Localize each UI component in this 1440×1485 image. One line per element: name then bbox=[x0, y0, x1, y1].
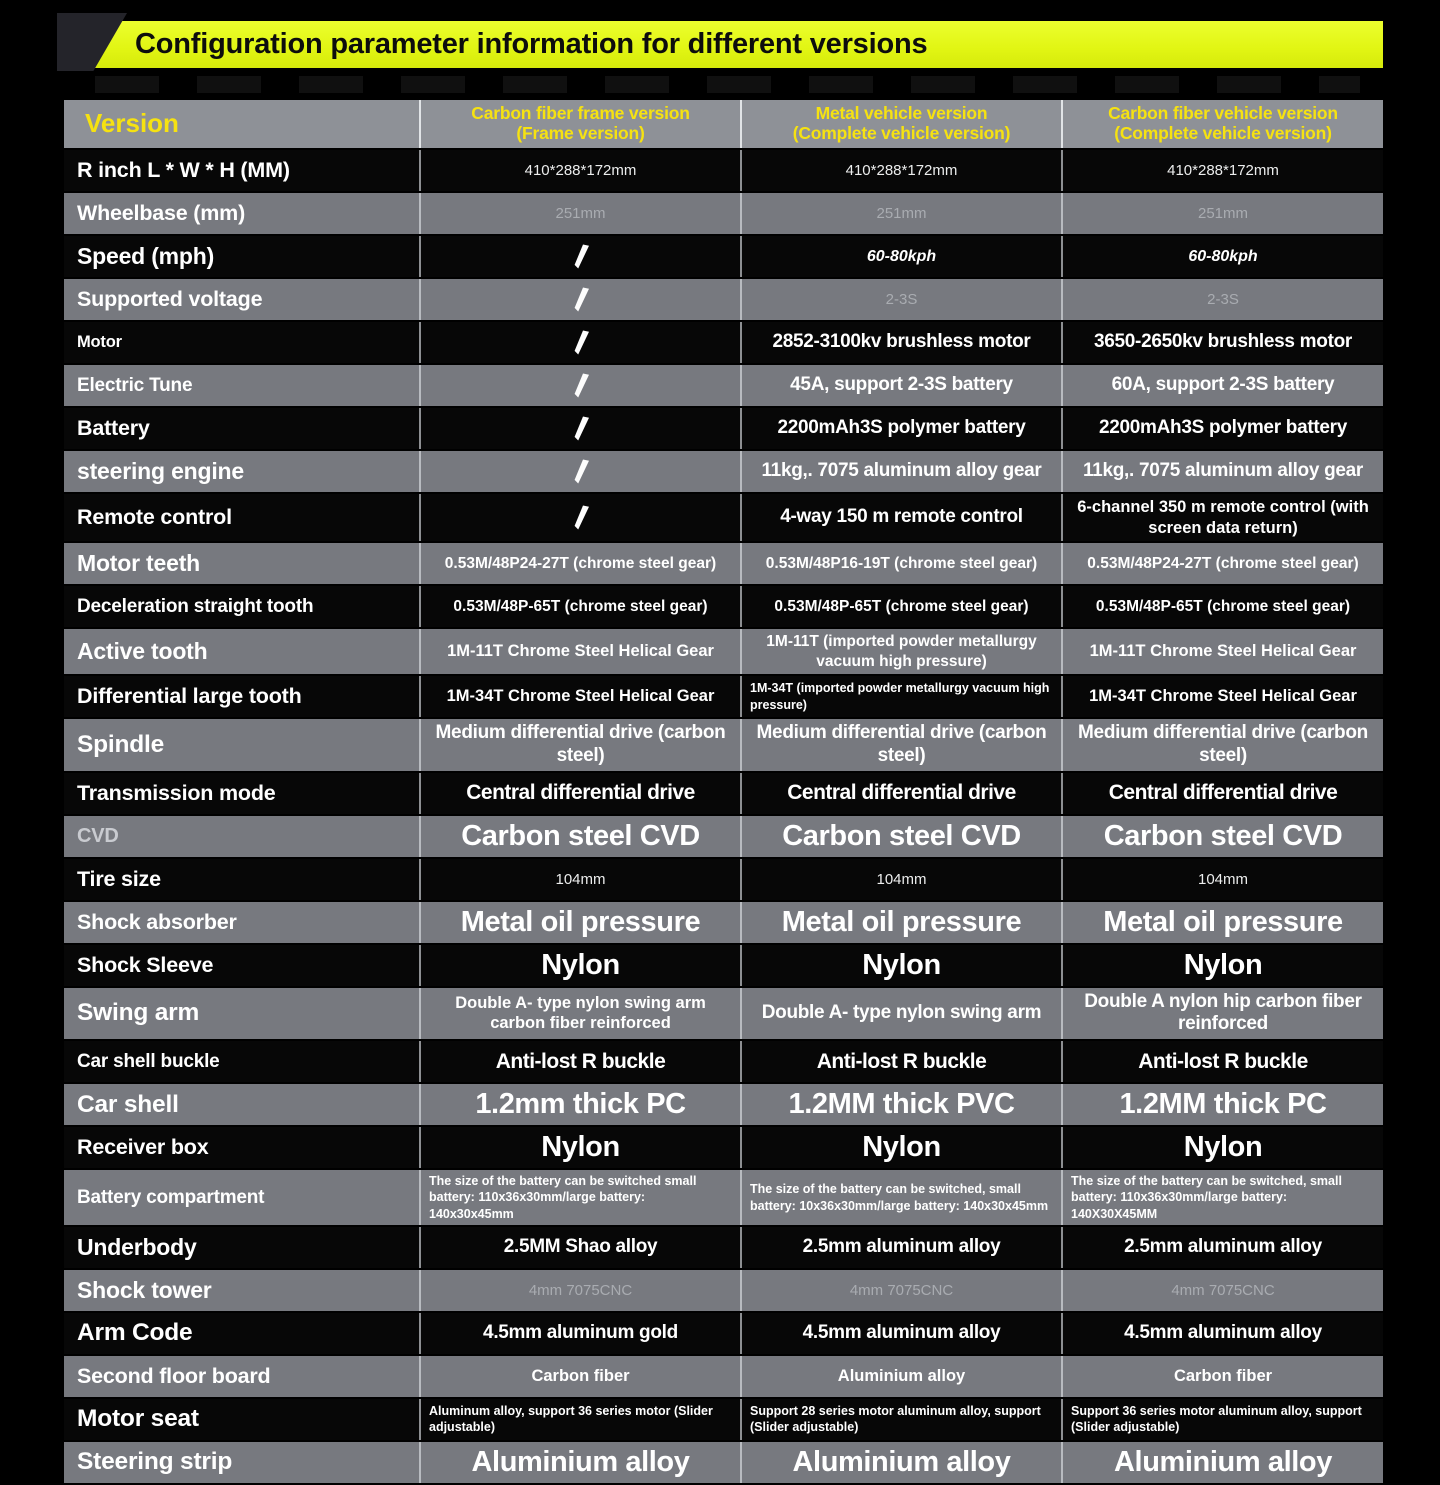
row-label: Spindle bbox=[64, 719, 421, 771]
table-row bbox=[64, 492, 1383, 541]
table-row bbox=[64, 277, 1383, 320]
cell-value: 251mm bbox=[742, 193, 1063, 234]
cell-value: Aluminum alloy, support 36 series motor (Slider adjustable) bbox=[421, 1399, 742, 1440]
cell-value: Anti-lost R buckle bbox=[421, 1041, 742, 1082]
cell-value: Metal oil pressure bbox=[421, 902, 742, 943]
row-label: Battery compartment bbox=[64, 1170, 421, 1225]
cell-value: 60-80kph bbox=[742, 236, 1063, 277]
row-label: Speed (mph) bbox=[64, 236, 421, 277]
cell-value: 2.5mm aluminum alloy bbox=[1124, 1236, 1322, 1258]
table-row bbox=[64, 584, 1383, 627]
cell-value: 2-3S bbox=[1207, 291, 1239, 308]
cell-value: Nylon bbox=[421, 1127, 742, 1168]
cell-value: Nylon bbox=[742, 1127, 1063, 1168]
cell-value: 1.2MM thick PVC bbox=[742, 1084, 1063, 1125]
column-subtitle: (Complete vehicle version) bbox=[792, 123, 1011, 143]
cell-value: Support 28 series motor aluminum alloy, support (Slider adjustable) bbox=[742, 1399, 1063, 1440]
cell-value: Central differential drive bbox=[742, 773, 1063, 814]
cell-value: 4.5mm aluminum gold bbox=[421, 1313, 742, 1354]
row-label: Remote control bbox=[64, 494, 421, 541]
cell-value: 0.53M/48P-65T (chrome steel gear) bbox=[742, 586, 1063, 627]
cell-value: Aluminium alloy bbox=[421, 1442, 742, 1483]
table-row bbox=[64, 814, 1383, 857]
cell-value: 410*288*172mm bbox=[742, 150, 1063, 191]
table-row bbox=[64, 1168, 1383, 1225]
row-label: steering engine bbox=[64, 451, 421, 492]
cell-value: 60A, support 2-3S battery bbox=[1111, 374, 1335, 396]
table-row bbox=[64, 857, 1383, 900]
cell-value: 2852-3100kv brushless motor bbox=[742, 322, 1063, 363]
cell-value: 410*288*172mm bbox=[421, 150, 742, 191]
row-label: Motor bbox=[64, 322, 421, 363]
cell-value: 0.53M/48P16-19T (chrome steel gear) bbox=[742, 543, 1063, 584]
slash-icon-cell bbox=[421, 322, 742, 363]
cell-value: Central differential drive bbox=[421, 773, 742, 814]
row-label: Motor teeth bbox=[64, 543, 421, 584]
row-label: Swing arm bbox=[64, 988, 421, 1040]
slash-icon-cell bbox=[421, 279, 742, 320]
column-header-carbon-fiber-frame-version bbox=[421, 100, 742, 148]
cell-value: 1M-11T Chrome Steel Helical Gear bbox=[1089, 642, 1357, 661]
banner-slash-decoration bbox=[57, 13, 127, 71]
cell-value: Aluminium alloy bbox=[742, 1356, 1063, 1397]
cell-value: Support 36 series motor aluminum alloy, support (Slider adjustable) bbox=[1071, 1404, 1362, 1435]
cell-value: 4.5mm aluminum alloy bbox=[742, 1313, 1063, 1354]
cell-value: 6-channel 350 m remote control (with screen data return) bbox=[1077, 498, 1369, 537]
spec-table bbox=[64, 100, 1383, 1483]
page-title: Configuration parameter information for different versions bbox=[135, 28, 928, 60]
cell-value: Medium differential drive (carbon steel) bbox=[742, 719, 1063, 771]
slash-icon-cell bbox=[421, 236, 742, 277]
column-subtitle: (Complete vehicle version) bbox=[1114, 123, 1332, 143]
cell-value: 2200mAh3S polymer battery bbox=[1098, 417, 1348, 439]
cell-value: 1M-11T Chrome Steel Helical Gear bbox=[421, 629, 742, 674]
cell-value: Aluminium alloy bbox=[742, 1442, 1063, 1483]
row-label: Motor seat bbox=[64, 1399, 421, 1440]
cell-value: Nylon bbox=[742, 945, 1063, 986]
cell-value: Double A nylon hip carbon fiber reinforced bbox=[1084, 990, 1362, 1035]
table-row bbox=[64, 406, 1383, 449]
cell-value: Metal oil pressure bbox=[742, 902, 1063, 943]
slash-icon-cell bbox=[421, 451, 742, 492]
cell-value: Aluminium alloy bbox=[1114, 1445, 1332, 1478]
page-title-banner bbox=[63, 21, 1383, 68]
cell-value: Carbon fiber bbox=[421, 1356, 742, 1397]
table-row bbox=[64, 1268, 1383, 1311]
slash-icon-cell bbox=[421, 494, 742, 541]
cell-value: 1M-34T Chrome Steel Helical Gear bbox=[421, 676, 742, 717]
column-header-metal-vehicle-version bbox=[742, 100, 1063, 148]
cell-value: 0.53M/48P24-27T (chrome steel gear) bbox=[421, 543, 742, 584]
cell-value: 11kg,. 7075 aluminum alloy gear bbox=[742, 451, 1063, 492]
table-row bbox=[64, 1354, 1383, 1397]
cell-value: 2.5mm aluminum alloy bbox=[742, 1227, 1063, 1268]
cell-value: Nylon bbox=[1183, 1131, 1263, 1164]
cell-value: Nylon bbox=[421, 945, 742, 986]
table-row bbox=[64, 1440, 1383, 1483]
cell-value: 251mm bbox=[421, 193, 742, 234]
column-header-carbon-fiber-vehicle-version bbox=[1063, 100, 1383, 148]
cell-value: The size of the battery can be switched, small battery: 10x36x30mm/large battery: 140x30x45mm bbox=[742, 1170, 1063, 1225]
cell-value: Central differential drive bbox=[1108, 781, 1338, 805]
table-row bbox=[64, 320, 1383, 363]
row-label: Tire size bbox=[64, 859, 421, 900]
row-label: CVD bbox=[64, 816, 421, 857]
cell-value: 4-way 150 m remote control bbox=[742, 494, 1063, 541]
table-row bbox=[64, 717, 1383, 771]
cell-value: Metal oil pressure bbox=[1103, 905, 1343, 938]
cell-value: 3650-2650kv brushless motor bbox=[1093, 331, 1353, 353]
table-row bbox=[64, 1311, 1383, 1354]
cell-value: 1M-34T (imported powder metallurgy vacuum high pressure) bbox=[742, 676, 1063, 717]
row-label: Supported voltage bbox=[64, 279, 421, 320]
row-label: Car shell buckle bbox=[64, 1041, 421, 1082]
slash-icon-cell bbox=[421, 408, 742, 449]
cell-value: 4mm 7075CNC bbox=[421, 1270, 742, 1311]
table-row bbox=[64, 771, 1383, 814]
row-label: Differential large tooth bbox=[64, 676, 421, 717]
row-label: Transmission mode bbox=[64, 773, 421, 814]
table-row bbox=[64, 1125, 1383, 1168]
table-row bbox=[64, 674, 1383, 717]
slash-icon bbox=[573, 415, 589, 442]
cell-value: 60-80kph bbox=[1188, 247, 1258, 265]
table-row bbox=[64, 449, 1383, 492]
cell-value: The size of the battery can be switched small battery: 110x36x30mm/large battery: 140x30x45mm bbox=[421, 1170, 742, 1225]
row-label: Receiver box bbox=[64, 1127, 421, 1168]
cell-value: 104mm bbox=[421, 859, 742, 900]
cell-value: 251mm bbox=[1197, 205, 1249, 222]
row-label: Steering strip bbox=[64, 1442, 421, 1483]
row-label: R inch L * W * H (MM) bbox=[64, 150, 421, 191]
cell-value: 0.53M/48P-65T (chrome steel gear) bbox=[1095, 598, 1351, 616]
cell-value: Double A- type nylon swing arm carbon fiber reinforced bbox=[421, 988, 742, 1040]
cell-value: 0.53M/48P-65T (chrome steel gear) bbox=[421, 586, 742, 627]
cell-value: Medium differential drive (carbon steel) bbox=[1078, 722, 1368, 766]
table-body bbox=[64, 148, 1383, 1483]
row-label: Wheelbase (mm) bbox=[64, 193, 421, 234]
table-row bbox=[64, 234, 1383, 277]
cell-value: 2200mAh3S polymer battery bbox=[742, 408, 1063, 449]
cell-value: 1M-34T Chrome Steel Helical Gear bbox=[1089, 687, 1357, 706]
table-row bbox=[64, 1225, 1383, 1268]
cell-value: The size of the battery can be switched, small battery: 110x36x30mm/large battery: 140X30X45MM bbox=[1071, 1174, 1342, 1221]
cell-value: 0.53M/48P24-27T (chrome steel gear) bbox=[1087, 555, 1359, 573]
table-row bbox=[64, 900, 1383, 943]
column-title: Metal vehicle version bbox=[815, 103, 988, 124]
slash-icon bbox=[573, 372, 589, 399]
cell-value: Medium differential drive (carbon steel) bbox=[421, 719, 742, 771]
column-subtitle: (Frame version) bbox=[516, 123, 645, 143]
cell-value: Carbon steel CVD bbox=[742, 816, 1063, 857]
row-label: Deceleration straight tooth bbox=[64, 586, 421, 627]
redacted-text-smudge bbox=[95, 76, 1360, 93]
cell-value: Carbon steel CVD bbox=[1103, 819, 1343, 852]
cell-value: Double A- type nylon swing arm bbox=[742, 988, 1063, 1040]
row-label: Arm Code bbox=[64, 1313, 421, 1354]
row-label: Shock Sleeve bbox=[64, 945, 421, 986]
cell-value: 104mm bbox=[1197, 870, 1249, 888]
slash-icon bbox=[573, 286, 589, 313]
slash-icon bbox=[573, 329, 589, 356]
row-label: Car shell bbox=[64, 1084, 421, 1125]
cell-value: 1.2MM thick PC bbox=[1119, 1088, 1327, 1121]
table-row bbox=[64, 627, 1383, 674]
row-label: Active tooth bbox=[64, 629, 421, 674]
slash-icon bbox=[573, 243, 589, 270]
slash-icon bbox=[573, 458, 589, 485]
cell-value: 11kg,. 7075 aluminum alloy gear bbox=[1082, 460, 1364, 482]
table-row bbox=[64, 1082, 1383, 1125]
cell-value: 4.5mm aluminum alloy bbox=[1124, 1322, 1322, 1344]
version-header-label: Version bbox=[85, 108, 179, 139]
row-label: Second floor board bbox=[64, 1356, 421, 1397]
cell-value: Nylon bbox=[1183, 948, 1263, 981]
cell-value: Anti-lost R buckle bbox=[1138, 1049, 1308, 1073]
cell-value: 1M-11T (imported powder metallurgy vacuum high pressure) bbox=[742, 629, 1063, 674]
row-label: Shock absorber bbox=[64, 902, 421, 943]
cell-value: 2-3S bbox=[742, 279, 1063, 320]
cell-value: 4mm 7075CNC bbox=[1171, 1281, 1275, 1299]
slash-icon bbox=[573, 504, 589, 531]
row-label: Battery bbox=[64, 408, 421, 449]
cell-value: Carbon steel CVD bbox=[421, 816, 742, 857]
cell-value: Carbon fiber bbox=[1173, 1367, 1273, 1386]
row-label: Shock tower bbox=[64, 1270, 421, 1311]
cell-value: 104mm bbox=[742, 859, 1063, 900]
row-label: Electric Tune bbox=[64, 365, 421, 406]
column-title: Carbon fiber frame version bbox=[471, 103, 690, 124]
cell-value: Anti-lost R buckle bbox=[742, 1041, 1063, 1082]
slash-icon-cell bbox=[421, 365, 742, 406]
table-row bbox=[64, 191, 1383, 234]
table-header-row bbox=[64, 100, 1383, 148]
column-title: Carbon fiber vehicle version bbox=[1108, 103, 1338, 124]
row-label: Underbody bbox=[64, 1227, 421, 1268]
cell-value: 410*288*172mm bbox=[1167, 162, 1279, 179]
table-row bbox=[64, 1397, 1383, 1440]
table-row bbox=[64, 943, 1383, 986]
column-header-version bbox=[64, 100, 421, 148]
cell-value: 1.2mm thick PC bbox=[421, 1084, 742, 1125]
table-row bbox=[64, 986, 1383, 1040]
cell-value: 2.5MM Shao alloy bbox=[421, 1227, 742, 1268]
cell-value: 45A, support 2-3S battery bbox=[742, 365, 1063, 406]
table-row bbox=[64, 541, 1383, 584]
table-row bbox=[64, 148, 1383, 191]
table-row bbox=[64, 1039, 1383, 1082]
cell-value: 4mm 7075CNC bbox=[742, 1270, 1063, 1311]
table-row bbox=[64, 363, 1383, 406]
